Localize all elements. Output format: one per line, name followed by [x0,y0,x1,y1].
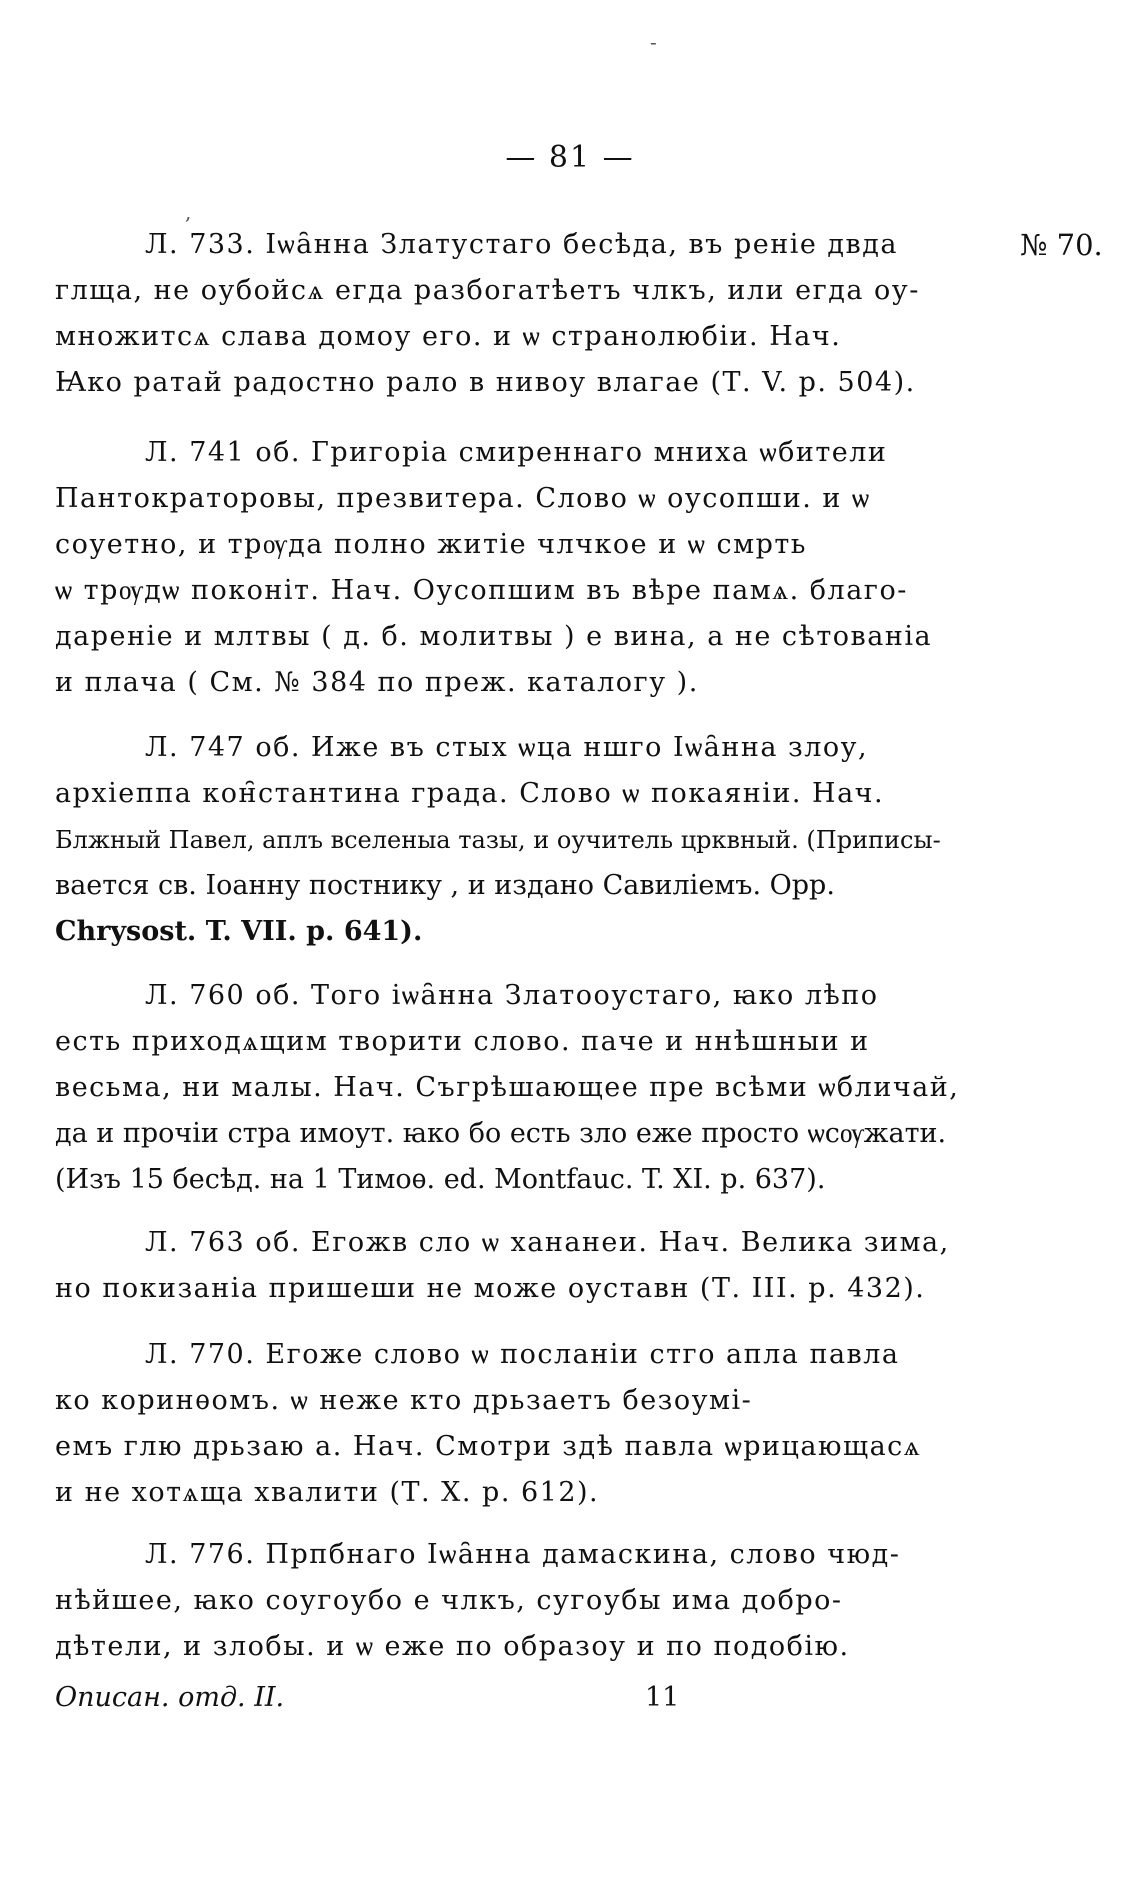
entry-733 [55,222,1103,406]
entry-line: и плача ( См. № 384 по преж. каталогу ). [55,667,699,698]
entry-line: вается св. Іоанну постнику , и издано Савиліемъ. Opp. [55,870,835,901]
stray-mark-top: - [650,30,657,54]
entry-770 [55,1332,960,1516]
entry-line: Л. 776. Прпбнаго Іѡа̑нна дамаскина, слово чюд- [145,1539,901,1570]
entry-line: но покизаніа пришеши не може оуставн (Т. III. p. 432). [55,1273,926,1304]
entry-line: Л. 770. Егоже слово ѡ посланіи стго апла павла [145,1339,900,1370]
entry-line: соуетно, и трѹда полно житіе члчкое и ѡ смрть [55,529,808,560]
entry-763 [55,1220,960,1312]
entry-line: Пантократоровы, презвитера. Слово ѡ оусопши. и ѡ [55,483,871,514]
entry-line: Л. 733. Іѡа̑нна Златустаго бесѣда, въ реніе двда [145,229,898,260]
entry-line: Chrysost. T. VII. p. 641). [55,916,423,947]
entry-line: да и прочіи стра имоут. ꙗко бо есть зло еже просто ѡсѹжати. [55,1118,947,1149]
entry-760 [55,973,960,1203]
entry-line: Л. 747 об. Иже въ стых ѡца ншго Іѡа̑нна злоу, [145,732,869,763]
entry-line: ѡ трѹдѡ поконіт. Нач. Оусопшим въ вѣре памѧ. благо- [55,575,908,606]
entry-line: Л. 760 об. Того іѡа̑нна Златооустаго, ꙗко лѣпо [145,980,879,1011]
footer-signature-label: Описан. отд. II. [55,1682,285,1713]
entry-line: есть приходѧщим творити слово. паче и ннѣшныи и [55,1026,870,1057]
entry-line: нѣйшее, ꙗко соугоубо е члкъ, сугоубы има добро- [55,1585,843,1616]
page-number: — 81 — [505,140,635,175]
entry-776 [55,1532,960,1670]
entry-741 [55,430,960,706]
entry-line: весьма, ни малы. Нач. Съгрѣшающее пре всѣми ѡбличай, [55,1072,960,1103]
entry-line: архіеппа кон̑стантина града. Слово ѡ покаяніи. Нач. [55,778,885,809]
entry-line: дареніе и млтвы ( д. б. молитвы ) е вина, а не сѣтованіа [55,621,933,652]
entry-line: Л. 741 об. Григоріа смиреннаго мниха ѡбители [145,437,888,468]
entry-line: Ꙗко ратай радостно рало в нивоу влагае (Т. V. p. 504). [55,367,916,398]
entry-line: ко коринѳомъ. ѡ неже кто дрьзаетъ безоумі- [55,1385,753,1416]
entry-line: Л. 763 об. Егожв сло ѡ хананеи. Нач. Велика зима, [145,1227,950,1258]
entry-line: (Изъ 15 бесѣд. на 1 Тимоѳ. ed. Montfauc. T. XI. p. 637). [55,1164,826,1195]
entry-line: глща, не оубойсѧ егда разбогатѣетъ члкъ, или егда оу- [55,275,920,306]
entry-line: емъ глю дрьзаю а. Нач. Смотри здѣ павла ѡрицающасѧ [55,1431,922,1462]
entry-line: Блжный Павел, аплъ вселеныа тазы, и оучитель црквный. (Приписы- [55,826,941,854]
entry-line: и не хотѧща хвалити (Т. X. p. 612). [55,1477,600,1508]
manuscript-number: № 70. [1020,228,1103,262]
entry-line: множитсѧ слава домоу его. и ѡ странолюбіи. Нач. [55,321,842,352]
entry-line: дѣтели, и злобы. и ѡ еже по образоу и по подобію. [55,1631,850,1662]
entry-747 [55,725,960,955]
footer-signature-number: 11 [645,1682,680,1713]
stray-mark-left: , [185,200,192,224]
